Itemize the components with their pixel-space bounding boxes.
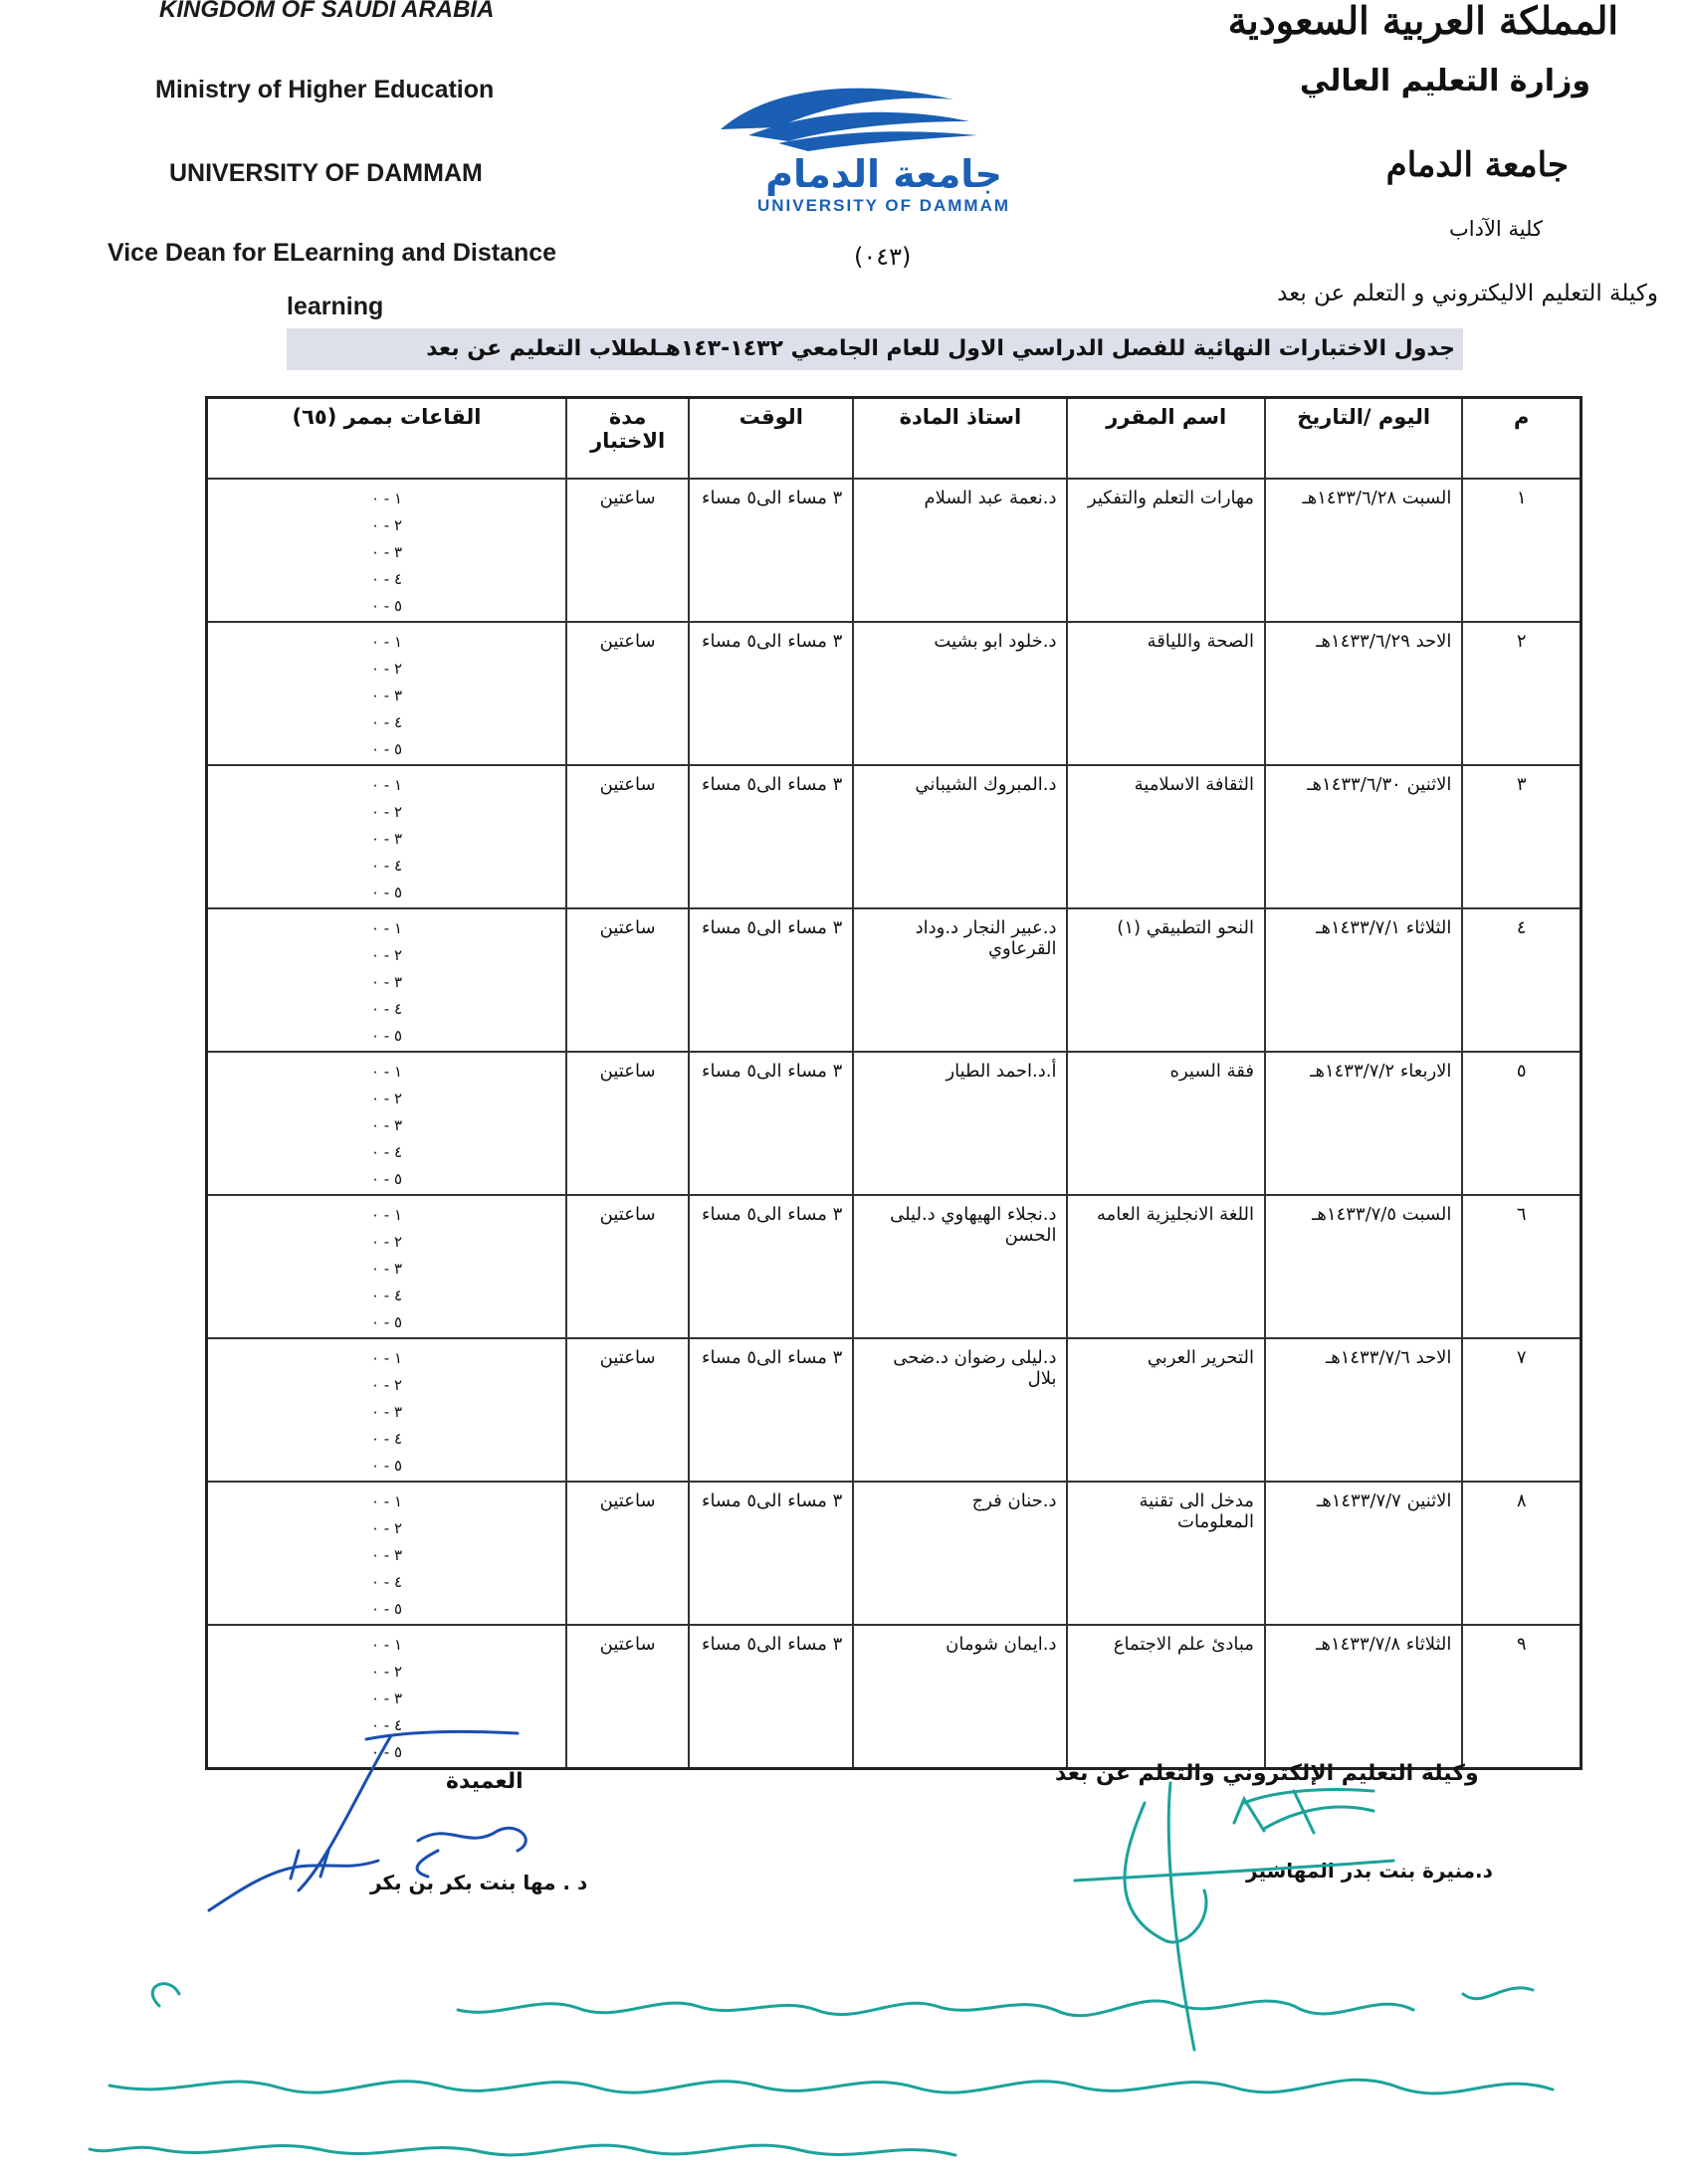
hall-number: ٥ - ٠ bbox=[370, 1313, 403, 1331]
hall-number: ٥ - ٠ bbox=[370, 884, 403, 901]
hall-number: ٢ - ٠ bbox=[370, 660, 403, 678]
hall-number: ٣ - ٠ bbox=[370, 973, 403, 991]
hall-number: ٥ - ٠ bbox=[370, 1027, 403, 1045]
header-course: اسم المقرر bbox=[1067, 398, 1264, 480]
hall-number: ٤ - ٠ bbox=[370, 857, 403, 875]
cell-date: الثلاثاء ١٤٣٣/٧/٨هـ bbox=[1265, 1625, 1462, 1769]
header-ar-vice-dean: وكيلة التعليم الاليكتروني و التعلم عن بعد bbox=[1277, 281, 1658, 306]
hall-number: ٣ - ٠ bbox=[370, 830, 403, 848]
exam-schedule-table bbox=[205, 396, 1582, 1770]
hall-number: ٤ - ٠ bbox=[370, 1573, 403, 1591]
cell-date: الاحد ١٤٣٣/٧/٦هـ bbox=[1265, 1338, 1462, 1482]
header-ar-university: جامعة الدمام bbox=[1385, 145, 1569, 185]
table-row bbox=[207, 622, 1582, 765]
cell-date: الاثنين ١٤٣٣/٧/٧هـ bbox=[1265, 1482, 1462, 1625]
hall-number: ٤ - ٠ bbox=[370, 1430, 403, 1448]
cell-duration: ساعتين bbox=[566, 1195, 689, 1338]
hall-number: ٥ - ٠ bbox=[370, 740, 403, 758]
header-halls: القاعات بممر (٦٥) bbox=[207, 398, 566, 480]
table-row bbox=[207, 1338, 1582, 1482]
cell-duration: ساعتين bbox=[566, 1338, 689, 1482]
hall-number: ١ - ٠ bbox=[370, 776, 403, 794]
hall-number: ١ - ٠ bbox=[370, 1063, 403, 1081]
cell-no: ٢ bbox=[1462, 622, 1581, 765]
hall-number: ٥ - ٠ bbox=[370, 597, 403, 615]
dean-title: العميدة bbox=[446, 1769, 524, 1794]
cell-instructor: د.ايمان شومان bbox=[853, 1625, 1067, 1769]
cell-date: الثلاثاء ١٤٣٣/٧/١هـ bbox=[1265, 908, 1462, 1052]
cell-halls bbox=[207, 908, 566, 1052]
cell-duration: ساعتين bbox=[566, 1052, 689, 1195]
cell-time: ٣ مساء الى٥ مساء bbox=[689, 1338, 853, 1482]
table-header-row bbox=[207, 398, 1582, 480]
cell-duration: ساعتين bbox=[566, 765, 689, 908]
date-stamp-handwritten bbox=[1244, 1790, 1373, 1804]
hall-number: ٢ - ٠ bbox=[370, 803, 403, 821]
cell-halls bbox=[207, 1052, 566, 1195]
hall-number: ١ - ٠ bbox=[370, 633, 403, 651]
cell-time: ٣ مساء الى٥ مساء bbox=[689, 479, 853, 622]
cell-date: الاربعاء ١٤٣٣/٧/٢هـ bbox=[1265, 1052, 1462, 1195]
hall-number: ١ - ٠ bbox=[370, 1636, 403, 1654]
cell-instructor: د.خلود ابو بشيت bbox=[853, 622, 1067, 765]
hall-number: ٤ - ٠ bbox=[370, 1143, 403, 1161]
vice-dean-name: د.منيرة بنت بدر المهاشير bbox=[1246, 1859, 1493, 1883]
cell-time: ٣ مساء الى٥ مساء bbox=[689, 622, 853, 765]
header-en-vice-dean: Vice Dean for ELearning and Distance bbox=[107, 239, 557, 267]
hall-number: ٢ - ٠ bbox=[370, 1090, 403, 1107]
table-row bbox=[207, 1482, 1582, 1625]
cell-instructor: د.عبير النجار د.وداد القرعاوي bbox=[853, 908, 1067, 1052]
hall-number: ٢ - ٠ bbox=[370, 516, 403, 534]
cell-no: ٥ bbox=[1462, 1052, 1581, 1195]
cell-course: النحو التطبيقي (١) bbox=[1067, 908, 1264, 1052]
header-time: الوقت bbox=[689, 398, 853, 480]
cell-instructor: د.حنان فرج bbox=[853, 1482, 1067, 1625]
header-duration: مدة الاختبار bbox=[566, 398, 689, 480]
hall-number: ٣ - ٠ bbox=[370, 1260, 403, 1278]
hall-number: ٤ - ٠ bbox=[370, 713, 403, 731]
cell-no: ٨ bbox=[1462, 1482, 1581, 1625]
header-instructor: استاذ المادة bbox=[853, 398, 1067, 480]
cell-instructor: د.نعمة عبد السلام bbox=[853, 479, 1067, 622]
hall-number: ٢ - ٠ bbox=[370, 1519, 403, 1537]
cell-duration: ساعتين bbox=[566, 908, 689, 1052]
hall-number: ٣ - ٠ bbox=[370, 1116, 403, 1134]
hall-number: ٣ - ٠ bbox=[370, 1403, 403, 1421]
table-row bbox=[207, 479, 1582, 622]
cell-date: السبت ١٤٣٣/٦/٢٨هـ bbox=[1265, 479, 1462, 622]
cell-time: ٣ مساء الى٥ مساء bbox=[689, 908, 853, 1052]
cell-time: ٣ مساء الى٥ مساء bbox=[689, 765, 853, 908]
header-en-kingdom: KINGDOM OF SAUDI ARABIA bbox=[159, 0, 495, 23]
hall-number: ٥ - ٠ bbox=[370, 1600, 403, 1618]
table-row bbox=[207, 908, 1582, 1052]
hall-number: ٤ - ٠ bbox=[370, 1287, 403, 1304]
hall-number: ١ - ٠ bbox=[370, 1206, 403, 1224]
university-logo bbox=[709, 78, 1053, 217]
schedule-title: جدول الاختبارات النهائية للفصل الدراسي الاول للعام الجامعي ١٤٣٢-١٤٣هـلطلاب التعليم عن بعد bbox=[287, 328, 1463, 370]
cell-course: الصحة واللياقة bbox=[1067, 622, 1264, 765]
cell-halls bbox=[207, 622, 566, 765]
cell-halls bbox=[207, 1338, 566, 1482]
cell-duration: ساعتين bbox=[566, 1482, 689, 1625]
logo-english-text: UNIVERSITY OF DAMMAM bbox=[756, 196, 1011, 215]
table-body bbox=[207, 479, 1582, 1769]
hall-number: ١ - ٠ bbox=[370, 919, 403, 937]
cell-time: ٣ مساء الى٥ مساء bbox=[689, 1482, 853, 1625]
cell-course: التحرير العربي bbox=[1067, 1338, 1264, 1482]
cell-course: اللغة الانجليزية العامه bbox=[1067, 1195, 1264, 1338]
cell-time: ٣ مساء الى٥ مساء bbox=[689, 1195, 853, 1338]
hall-number: ٣ - ٠ bbox=[370, 1689, 403, 1707]
cell-halls bbox=[207, 1195, 566, 1338]
hall-number: ٤ - ٠ bbox=[370, 570, 403, 588]
table-row bbox=[207, 765, 1582, 908]
header-en-university: UNIVERSITY OF DAMMAM bbox=[169, 159, 483, 187]
cell-time: ٣ مساء الى٥ مساء bbox=[689, 1052, 853, 1195]
hall-number: ٢ - ٠ bbox=[370, 1663, 403, 1681]
reference-number: (٠٤٣) bbox=[854, 243, 912, 271]
hall-number: ٢ - ٠ bbox=[370, 946, 403, 964]
hall-number: ٣ - ٠ bbox=[370, 687, 403, 704]
cell-instructor: أ.د.احمد الطيار bbox=[853, 1052, 1067, 1195]
cell-halls bbox=[207, 1625, 566, 1769]
cell-no: ٦ bbox=[1462, 1195, 1581, 1338]
cell-duration: ساعتين bbox=[566, 479, 689, 622]
vice-dean-title: وكيلة التعليم الإلكتروني والتعلم عن بعد bbox=[1055, 1761, 1479, 1786]
logo-arabic-text: جامعة الدمام bbox=[765, 152, 1002, 196]
cell-date: الاثنين ١٤٣٣/٦/٣٠هـ bbox=[1265, 765, 1462, 908]
cell-time: ٣ مساء الى٥ مساء bbox=[689, 1625, 853, 1769]
header-ar-kingdom: المملكة العربية السعودية bbox=[1227, 0, 1618, 43]
hall-number: ٣ - ٠ bbox=[370, 543, 403, 561]
hall-number: ٥ - ٠ bbox=[370, 1457, 403, 1475]
hall-number: ٤ - ٠ bbox=[370, 1000, 403, 1018]
header-ar-college: كلية الآداب bbox=[1449, 217, 1543, 241]
table-row bbox=[207, 1052, 1582, 1195]
cell-instructor: د.المبروك الشيباني bbox=[853, 765, 1067, 908]
cell-no: ١ bbox=[1462, 479, 1581, 622]
hall-number: ٢ - ٠ bbox=[370, 1376, 403, 1394]
header-en-ministry: Ministry of Higher Education bbox=[155, 76, 495, 103]
cell-date: السبت ١٤٣٣/٧/٥هـ bbox=[1265, 1195, 1462, 1338]
hall-number: ٣ - ٠ bbox=[370, 1546, 403, 1564]
cell-instructor: د.ليلى رضوان د.ضحى بلال bbox=[853, 1338, 1067, 1482]
hall-number: ٢ - ٠ bbox=[370, 1233, 403, 1251]
cell-date: الاحد ١٤٣٣/٦/٢٩هـ bbox=[1265, 622, 1462, 765]
cell-duration: ساعتين bbox=[566, 622, 689, 765]
header-en-vice-dean-line2: learning bbox=[287, 293, 384, 320]
table-row bbox=[207, 1195, 1582, 1338]
cell-no: ٩ bbox=[1462, 1625, 1581, 1769]
hall-number: ١ - ٠ bbox=[370, 490, 403, 507]
cell-no: ٧ bbox=[1462, 1338, 1581, 1482]
cell-halls bbox=[207, 479, 566, 622]
cell-course: مهارات التعلم والتفكير bbox=[1067, 479, 1264, 622]
cell-halls bbox=[207, 765, 566, 908]
cell-instructor: د.نجلاء الهيهاوي د.ليلى الحسن bbox=[853, 1195, 1067, 1338]
hall-number: ٥ - ٠ bbox=[370, 1743, 403, 1761]
table-row bbox=[207, 1625, 1582, 1769]
cell-no: ٣ bbox=[1462, 765, 1581, 908]
cell-halls bbox=[207, 1482, 566, 1625]
hall-number: ١ - ٠ bbox=[370, 1349, 403, 1367]
cell-course: مبادئ علم الاجتماع bbox=[1067, 1625, 1264, 1769]
cell-duration: ساعتين bbox=[566, 1625, 689, 1769]
header-no: م bbox=[1462, 398, 1581, 480]
hall-number: ٥ - ٠ bbox=[370, 1170, 403, 1188]
cell-course: الثقافة الاسلامية bbox=[1067, 765, 1264, 908]
cell-course: فقة السيره bbox=[1067, 1052, 1264, 1195]
cell-course: مدخل الى تقنية المعلومات bbox=[1067, 1482, 1264, 1625]
header-day-date: اليوم /التاريخ bbox=[1265, 398, 1462, 480]
dean-name: د . مها بنت بكر بن بكر bbox=[370, 1871, 588, 1894]
header-ar-ministry: وزارة التعليم العالي bbox=[1299, 64, 1590, 99]
cell-no: ٤ bbox=[1462, 908, 1581, 1052]
hall-number: ٤ - ٠ bbox=[370, 1716, 403, 1734]
hall-number: ١ - ٠ bbox=[370, 1492, 403, 1510]
